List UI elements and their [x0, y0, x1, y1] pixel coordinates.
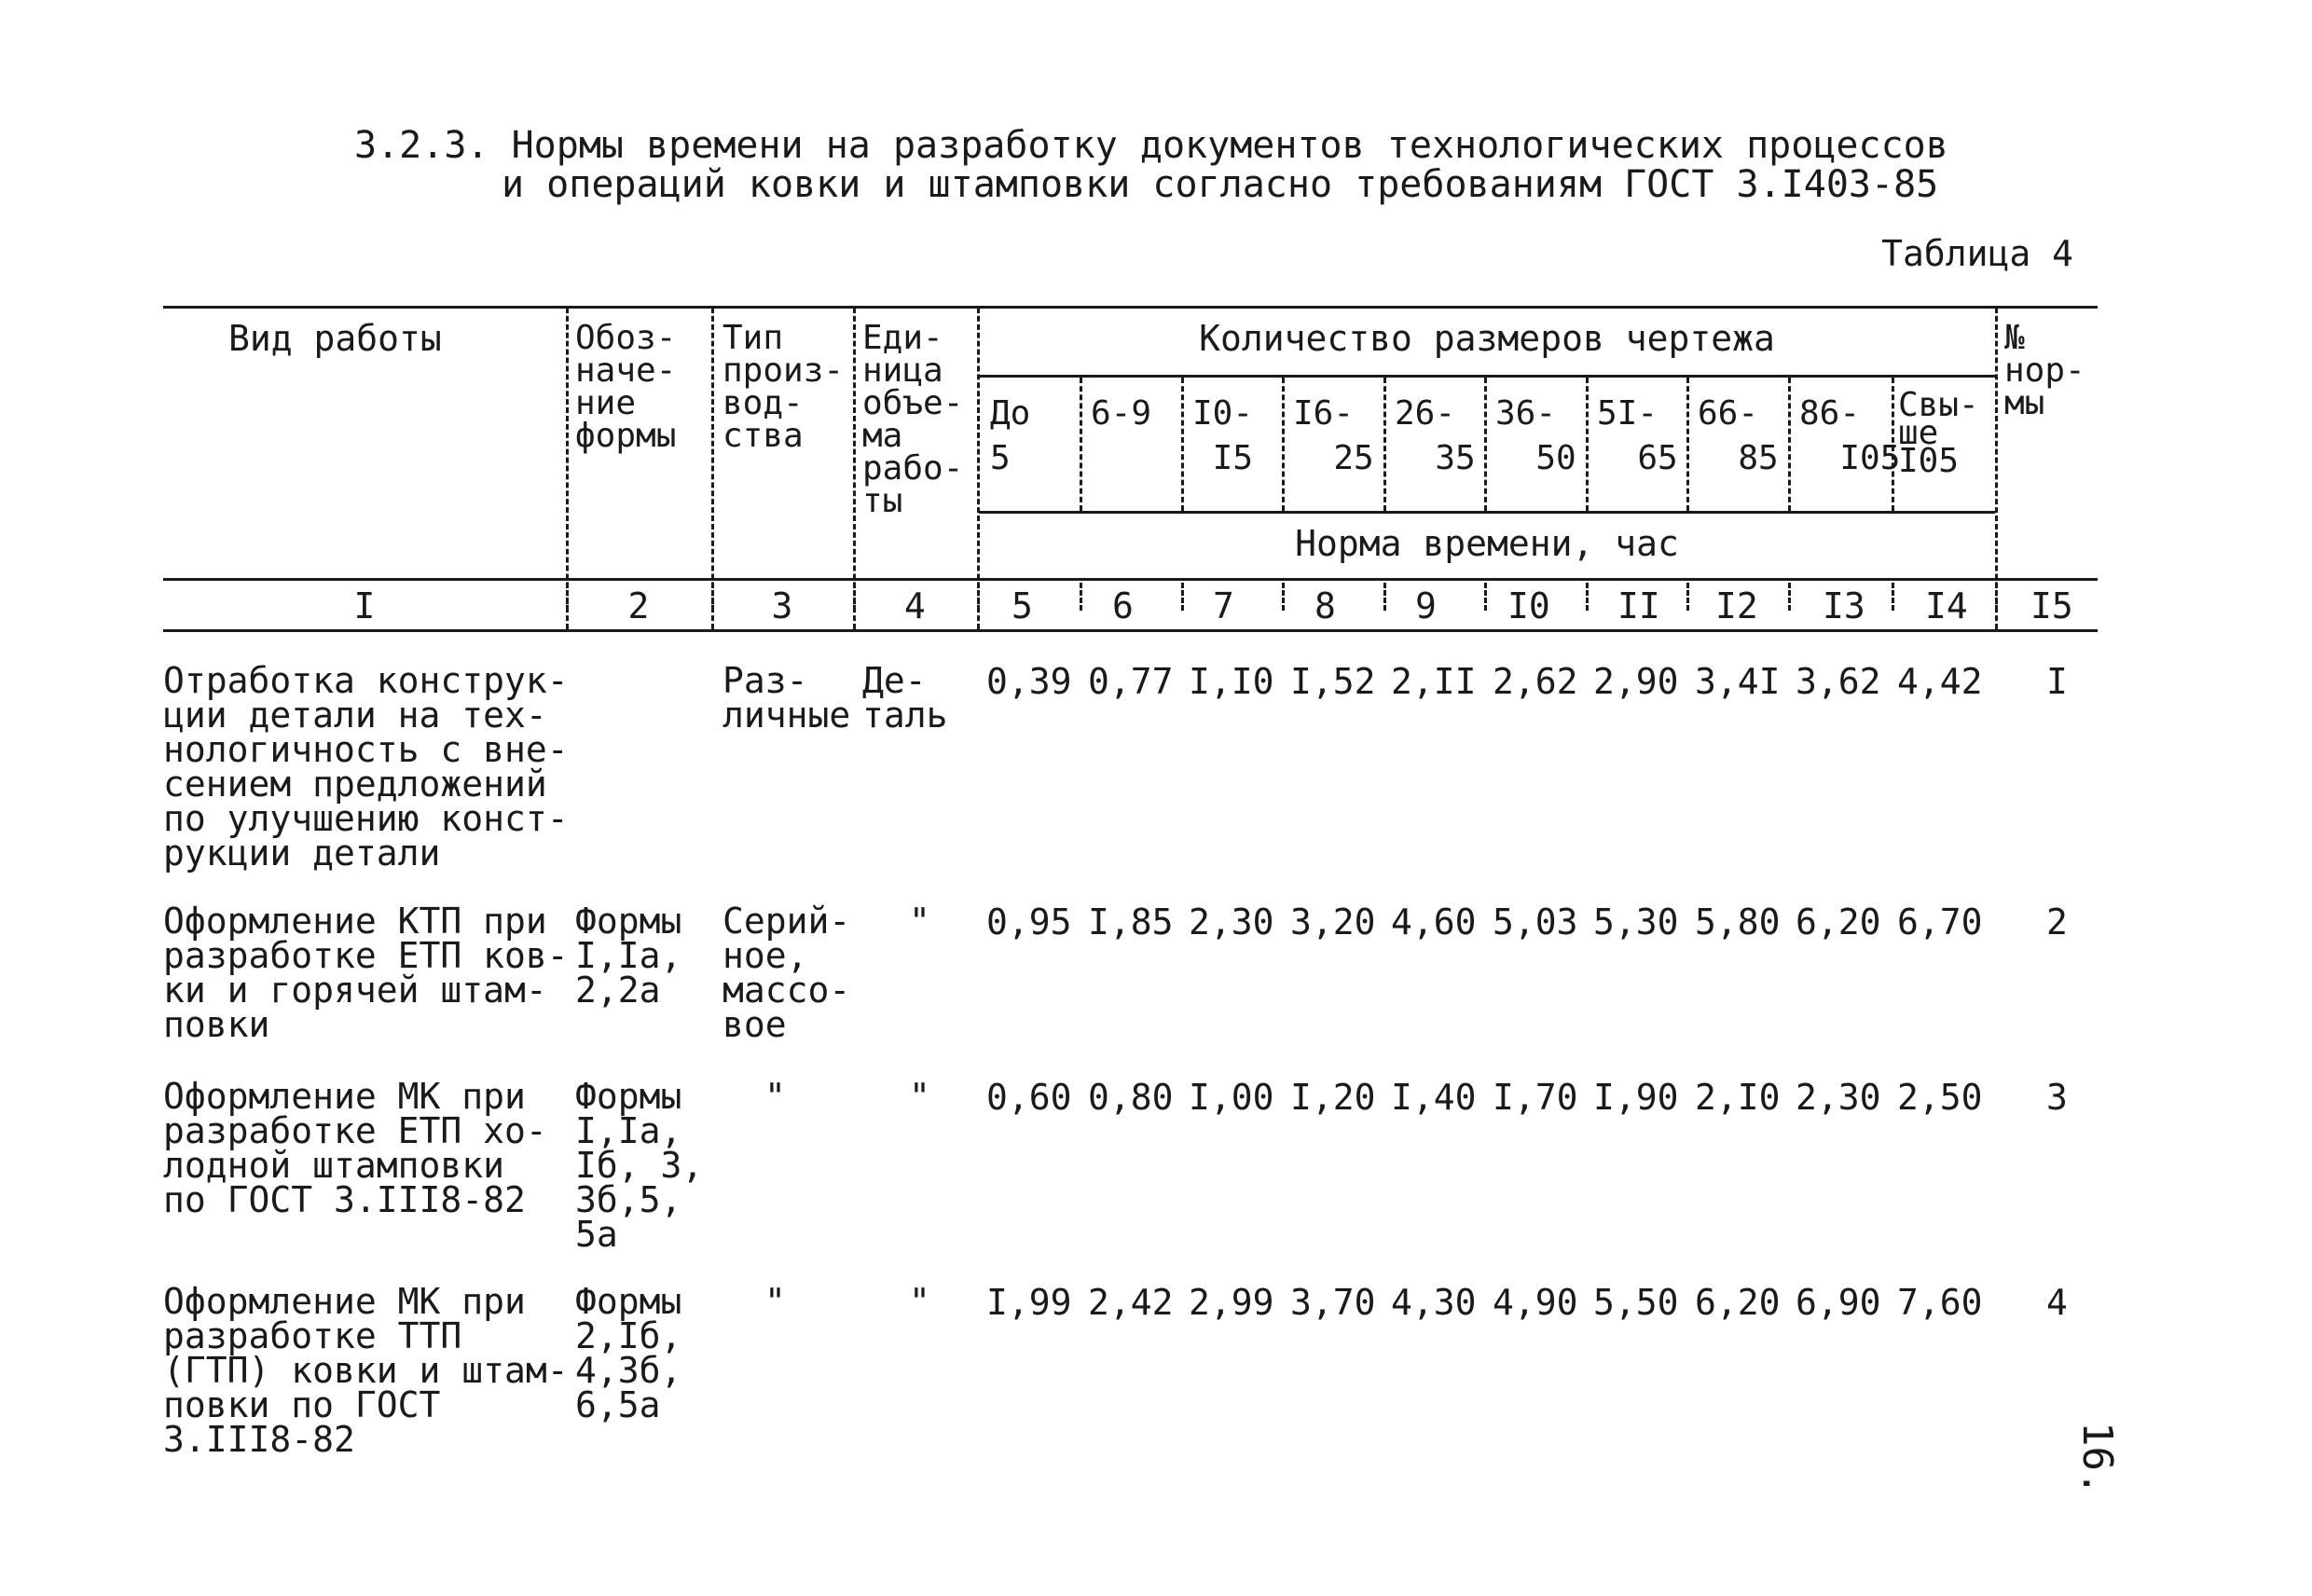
- header-tip: Тип произ- вод- ства: [722, 319, 845, 455]
- colnum-sep: [1995, 583, 1998, 611]
- separator-range-3: [1282, 378, 1285, 511]
- row-edinica: ": [909, 1076, 930, 1117]
- row-vid-raboty: Оформление МК при разработке ЕТП хо- лодной штамповки по ГОСТ 3.III8-82: [163, 1076, 547, 1220]
- column-number: 8: [1314, 585, 1336, 626]
- row-value: 4,30: [1391, 1282, 1477, 1323]
- row-value: 2,99: [1189, 1282, 1274, 1323]
- row-value: I,99: [986, 1282, 1072, 1323]
- row-value: 3,20: [1290, 901, 1376, 942]
- colnum-sep: [1686, 583, 1689, 611]
- column-numbers-rule: [163, 629, 2098, 632]
- row-edinica: ": [909, 1281, 930, 1322]
- row-value: 7,60: [1897, 1282, 1983, 1323]
- range-header: 66- 85: [1698, 394, 1779, 477]
- row-edinica: Де- таль: [862, 660, 948, 736]
- row-value: 2,I0: [1695, 1077, 1781, 1118]
- row-value: I,20: [1290, 1077, 1376, 1118]
- row-value: 5,30: [1593, 901, 1679, 942]
- table-label: Таблица 4: [1881, 233, 2073, 274]
- row-value: 4,90: [1493, 1282, 1578, 1323]
- heading-line-2: и операций ковки и штамповки согласно требованиям ГОСТ 3.I403-85: [502, 163, 1939, 206]
- row-tip: Серий- ное, массо- вое: [722, 901, 851, 1045]
- row-value: 5,80: [1695, 901, 1781, 942]
- separator-col-2: [711, 308, 714, 629]
- row-value: 3,4I: [1695, 661, 1781, 702]
- colnum-sep: [1788, 583, 1791, 611]
- column-number: 3: [771, 585, 793, 626]
- row-vid-raboty: Оформление КТП при разработке ЕТП ков- ки и горячей штам- повки: [163, 901, 569, 1045]
- row-value: I,52: [1290, 661, 1376, 702]
- colnum-sep: [1181, 583, 1184, 611]
- column-number: 5: [1012, 585, 1033, 626]
- separator-range-5: [1484, 378, 1487, 511]
- column-number: I: [353, 585, 376, 626]
- row-value: I,40: [1391, 1077, 1477, 1118]
- row-value: 6,70: [1897, 901, 1983, 942]
- colnum-sep: [1383, 583, 1386, 611]
- column-number: I4: [1925, 585, 1968, 626]
- row-value: 2,30: [1189, 901, 1274, 942]
- range-header: 5I- 65: [1597, 394, 1678, 477]
- row-value: 6,90: [1796, 1282, 1881, 1323]
- range-header: 86- I05: [1799, 394, 1901, 477]
- header-oboznachenie: Обоз- наче- ние формы: [575, 319, 677, 455]
- column-number: 6: [1112, 585, 1134, 626]
- range-header: 6-9: [1091, 394, 1152, 433]
- row-value: 0,80: [1088, 1077, 1174, 1118]
- row-value: 2,50: [1897, 1077, 1983, 1118]
- row-nomer: 4: [2046, 1282, 2068, 1323]
- column-number: 4: [904, 585, 926, 626]
- range-header: Свы- ше I05: [1898, 386, 1979, 480]
- separator-col-4: [977, 308, 980, 629]
- column-number: I5: [2030, 585, 2073, 626]
- row-vid-raboty: Оформление МК при разработке ТТП (ГТП) ковки и штам- повки по ГОСТ 3.III8-82: [163, 1281, 569, 1460]
- row-value: 0,77: [1088, 661, 1174, 702]
- row-value: 4,42: [1897, 661, 1983, 702]
- range-header: 26- 35: [1395, 394, 1476, 477]
- row-value: 3,70: [1290, 1282, 1376, 1323]
- separator-range-2: [1181, 378, 1184, 511]
- row-tip: ": [764, 1076, 786, 1117]
- separator-range-7: [1686, 378, 1689, 511]
- row-value: 2,42: [1088, 1282, 1174, 1323]
- row-value: 2,II: [1391, 661, 1477, 702]
- row-value: 4,60: [1391, 901, 1477, 942]
- range-header: I6- 25: [1293, 394, 1374, 477]
- row-value: I,I0: [1189, 661, 1274, 702]
- row-nomer: I: [2046, 661, 2068, 702]
- header-norma-vremeni: Норма времени, час: [1295, 523, 1679, 564]
- header-edinica: Еди- ница объе- ма рабо- ты: [862, 319, 964, 520]
- row-value: I,85: [1088, 901, 1174, 942]
- row-value: 6,20: [1695, 1282, 1781, 1323]
- header-vid-raboty: Вид работы: [228, 318, 442, 359]
- colnum-sep: [1586, 583, 1589, 611]
- row-value: 2,90: [1593, 661, 1679, 702]
- row-edinica: ": [909, 901, 930, 942]
- row-nomer: 2: [2046, 901, 2068, 942]
- table-top-rule: [163, 306, 2098, 309]
- colnum-sep: [1080, 583, 1082, 611]
- colnum-sep: [1892, 583, 1894, 611]
- column-number: I0: [1507, 585, 1550, 626]
- row-tip: Раз- личные: [722, 660, 851, 736]
- page-number: 16.: [2073, 1422, 2121, 1496]
- row-value: 3,62: [1796, 661, 1881, 702]
- header-nomer: № нор- мы: [2004, 319, 2085, 422]
- column-number: 7: [1213, 585, 1234, 626]
- colnum-sep: [977, 583, 980, 611]
- separator-range-8: [1788, 378, 1791, 511]
- quantity-header-rule: [979, 375, 1995, 378]
- column-number: 9: [1415, 585, 1437, 626]
- row-nomer: 3: [2046, 1077, 2068, 1118]
- row-value: I,70: [1493, 1077, 1578, 1118]
- separator-range-6: [1586, 378, 1589, 511]
- separator-col-3: [853, 308, 856, 629]
- colnum-sep: [1282, 583, 1285, 611]
- row-value: 2,62: [1493, 661, 1578, 702]
- separator-col-1: [566, 308, 569, 629]
- row-tip: ": [764, 1281, 786, 1322]
- colnum-sep: [1484, 583, 1487, 611]
- norm-header-rule: [979, 511, 1995, 514]
- row-value: 2,30: [1796, 1077, 1881, 1118]
- separator-range-4: [1383, 378, 1386, 511]
- column-number: I2: [1715, 585, 1758, 626]
- row-value: 6,20: [1796, 901, 1881, 942]
- row-value: 5,50: [1593, 1282, 1679, 1323]
- row-value: 0,39: [986, 661, 1072, 702]
- row-value: 0,95: [986, 901, 1072, 942]
- column-number: I3: [1823, 585, 1865, 626]
- header-bottom-rule: [163, 578, 2098, 581]
- header-kolichestvo: Количество размеров чертежа: [1199, 318, 1775, 359]
- range-header: До 5: [990, 394, 1031, 477]
- row-value: I,90: [1593, 1077, 1679, 1118]
- row-forma: Формы I,Iа, Iб, 3, 3б,5, 5а: [575, 1076, 704, 1255]
- row-vid-raboty: Отработка конструк- ции детали на тех- нологичность с вне- сением предложений по улучшению конст- рукции детали: [163, 660, 569, 874]
- separator-range-1: [1080, 378, 1082, 511]
- heading-line-1: 3.2.3. Нормы времени на разработку документов технологических процессов: [354, 124, 1948, 167]
- row-forma: Формы I,Iа, 2,2а: [575, 901, 682, 1011]
- range-header: 36- 50: [1495, 394, 1576, 477]
- column-number: II: [1617, 585, 1660, 626]
- separator-col-14: [1995, 308, 1998, 629]
- row-forma: Формы 2,Iб, 4,3б, 6,5а: [575, 1281, 682, 1425]
- row-value: 0,60: [986, 1077, 1072, 1118]
- row-value: 5,03: [1493, 901, 1578, 942]
- column-number: 2: [627, 585, 650, 626]
- section-heading: [354, 126, 1948, 204]
- row-value: I,00: [1189, 1077, 1274, 1118]
- range-header: I0- I5: [1192, 394, 1254, 477]
